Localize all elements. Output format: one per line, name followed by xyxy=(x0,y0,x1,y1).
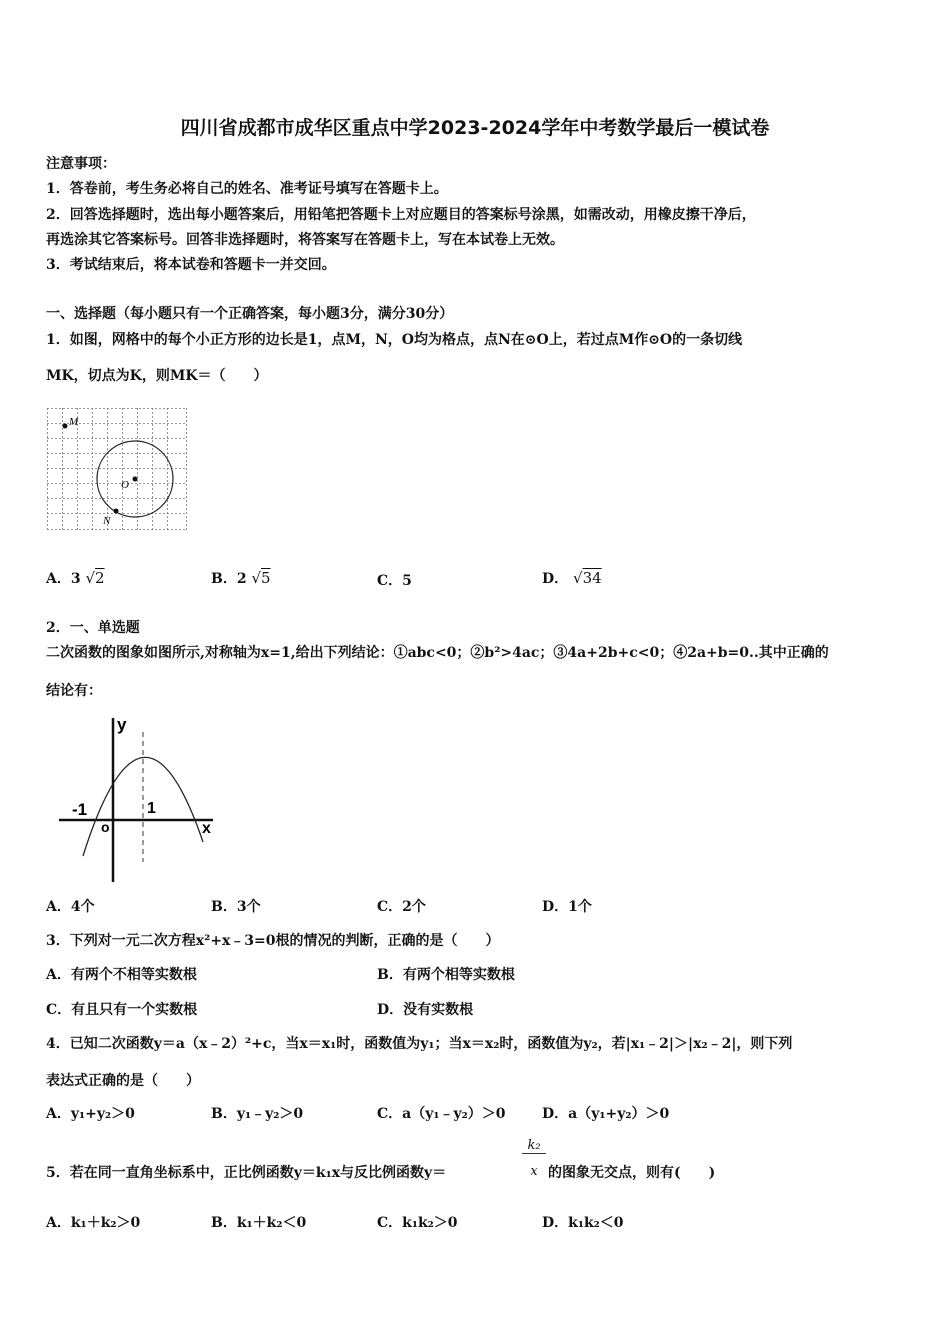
note-3: 3．考试结束后，将本试卷和答题卡一并交回。 xyxy=(46,257,336,273)
label-m: M xyxy=(69,416,79,428)
q1-option-a[interactable] xyxy=(46,568,105,588)
label-neg1: -1 xyxy=(72,800,88,819)
note-2b: 再选涂其它答案标号。回答非选择题时，将答案写在答题卡上，写在本试卷上无效。 xyxy=(46,232,564,248)
q5-stem-end: 的图象无交点，则有( ) xyxy=(548,1165,716,1181)
q1-stem-line2: MK，切点为K，则MK＝（ ） xyxy=(46,368,268,384)
q5-option-a[interactable]: A．k₁＋k₂＞0 xyxy=(46,1215,141,1231)
q1-option-a-label: A．3 xyxy=(46,571,81,587)
q4-option-a[interactable]: A．y₁+y₂＞0 xyxy=(46,1106,135,1122)
q2-header: 2．一、单选题 xyxy=(46,620,140,636)
q4-option-d[interactable]: D．a（y₁+y₂）＞0 xyxy=(542,1106,670,1122)
sqrt-icon: √2 xyxy=(85,569,105,587)
q4-stem-line2: 表达式正确的是（ ） xyxy=(46,1073,200,1089)
q2-stem-line2: 结论有： xyxy=(46,683,102,699)
q2-option-b[interactable]: B．3个 xyxy=(211,899,261,915)
q1-option-c[interactable]: C．5 xyxy=(377,573,412,589)
q1-stem-line1: 1．如图，网格中的每个小正方形的边长是1，点M，N，O均为格点，点N在⊙O上，若过点M作⊙O的一条切线 xyxy=(46,332,743,348)
q2-option-c[interactable]: C．2个 xyxy=(377,899,426,915)
q4-option-c[interactable]: C．a（y₁﹣y₂）＞0 xyxy=(377,1106,506,1122)
label-o: O xyxy=(121,479,129,491)
q5-fraction-denominator: x xyxy=(530,1164,538,1179)
note-2a: 2．回答选择题时，选出每小题答案后，用铅笔把答题卡上对应题目的答案标号涂黑，如需改动，用橡皮擦干净后， xyxy=(46,207,756,223)
q1-grid-figure xyxy=(47,408,187,530)
q3-option-a[interactable]: A．有两个不相等实数根 xyxy=(46,967,197,983)
note-1: 1．答卷前，考生务必将自己的姓名、准考证号填写在答题卡上。 xyxy=(46,181,448,197)
section-heading: 一、选择题（每小题只有一个正确答案，每小题3分，满分30分） xyxy=(46,306,454,322)
q1-option-b-label: B．2 xyxy=(211,571,247,587)
q3-option-d[interactable]: D．没有实数根 xyxy=(377,1002,474,1018)
q2-stem-line1: 二次函数的图象如图所示,对称轴为x=1,给出下列结论：①abc<0；②b²>4ac；③4a+2b+c<0；④2a+b=0..其中正确的 xyxy=(46,645,829,661)
q2-parabola-figure xyxy=(55,712,220,884)
q4-option-b[interactable]: B．y₁﹣y₂＞0 xyxy=(211,1106,304,1122)
q5-option-d[interactable]: D．k₁k₂＜0 xyxy=(542,1215,624,1231)
q3-stem: 3．下列对一元二次方程x²+x﹣3=0根的情况的判断，正确的是（ ） xyxy=(46,933,500,949)
q5-fraction-numerator: k₂ xyxy=(522,1138,546,1154)
q3-option-c[interactable]: C．有且只有一个实数根 xyxy=(46,1002,198,1018)
q2-option-a[interactable]: A．4个 xyxy=(46,899,95,915)
q5-stem: 5．若在同一直角坐标系中，正比例函数y＝k₁x与反比例函数y＝ xyxy=(46,1165,447,1181)
label-x: x xyxy=(202,820,211,837)
label-y: y xyxy=(117,715,127,734)
label-one: 1 xyxy=(147,800,156,817)
sqrt-icon: √5 xyxy=(251,569,271,587)
q1-option-d[interactable] xyxy=(542,568,602,588)
q4-stem-line1: 4．已知二次函数y＝a（x﹣2）²+c，当x＝x₁时，函数值为y₁；当x＝x₂时，函数值为y₂，若|x₁﹣2|＞|x₂﹣2|，则下列 xyxy=(46,1036,793,1052)
q3-option-b[interactable]: B．有两个相等实数根 xyxy=(377,967,515,983)
sqrt-icon: √34 xyxy=(573,569,602,587)
q5-option-c[interactable]: C．k₁k₂＞0 xyxy=(377,1215,458,1231)
notes-heading: 注意事项： xyxy=(46,156,116,172)
q1-option-b[interactable] xyxy=(211,568,271,588)
page-title: 四川省成都市成华区重点中学2023-2024学年中考数学最后一模试卷 xyxy=(180,117,770,139)
q1-option-d-label: D． xyxy=(542,571,569,587)
label-n: N xyxy=(103,515,111,527)
point-o xyxy=(133,477,138,482)
label-origin: o xyxy=(101,819,110,835)
q2-option-d[interactable]: D．1个 xyxy=(542,899,592,915)
point-m xyxy=(63,424,68,429)
q5-option-b[interactable]: B．k₁＋k₂＜0 xyxy=(211,1215,307,1231)
point-n xyxy=(114,509,119,514)
